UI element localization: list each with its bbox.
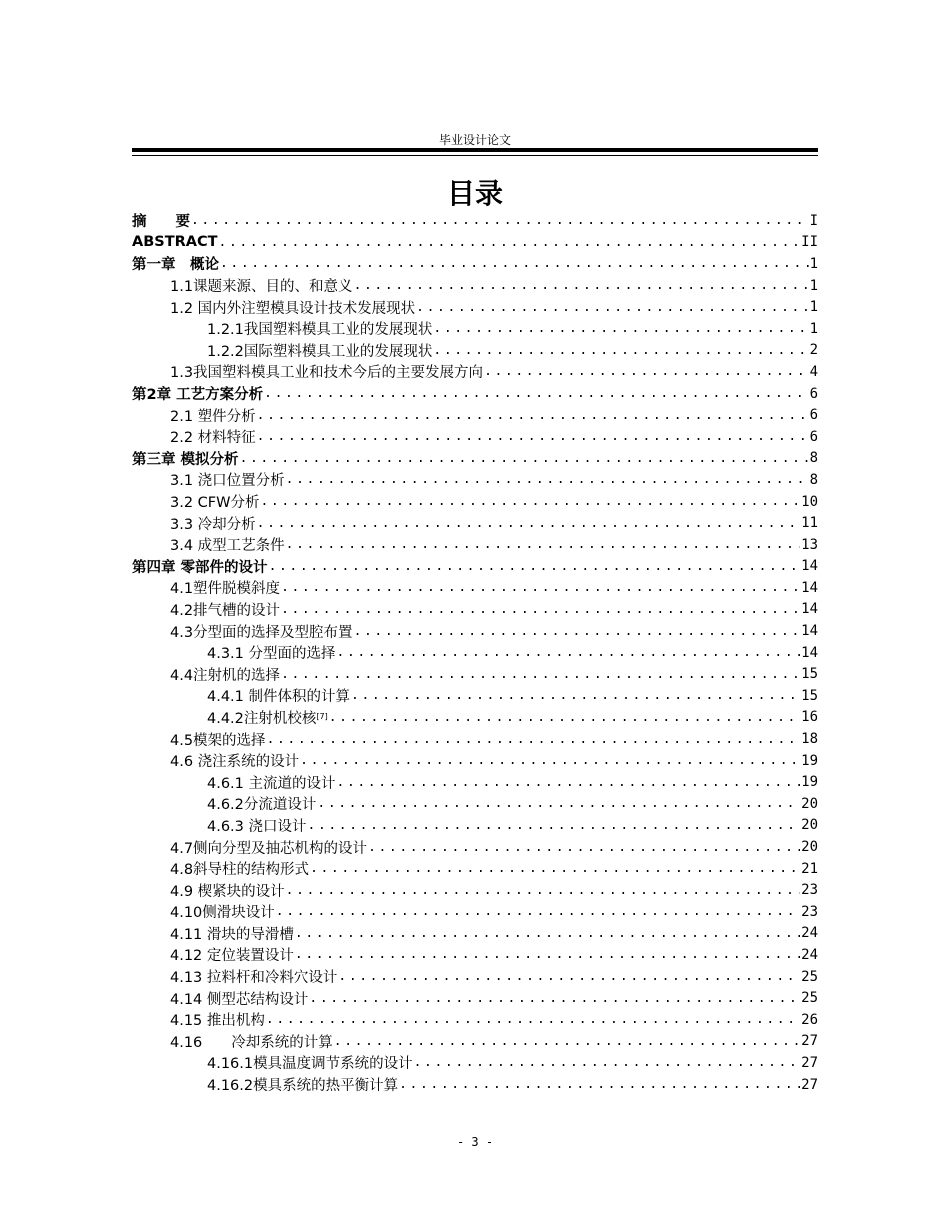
toc-entry-page: 24 — [801, 925, 818, 942]
header-rule-thin — [132, 155, 818, 156]
toc-entry-page: 27 — [801, 1076, 818, 1093]
toc-entry[interactable] — [132, 491, 818, 513]
dot-leader — [286, 472, 809, 487]
toc-entry-page: 13 — [801, 536, 818, 553]
dot-leader — [329, 710, 800, 725]
toc-entry-page: II — [801, 234, 818, 251]
dot-leader — [220, 256, 809, 271]
dot-leader — [269, 559, 801, 574]
dot-leader — [281, 667, 800, 682]
toc-entry[interactable] — [132, 966, 818, 988]
toc-entry-page: 8 — [809, 450, 818, 467]
toc-entry[interactable]: 4.4.2注射机校核 [7] ..... 16 — [132, 707, 818, 729]
dot-leader — [337, 645, 801, 660]
toc-entry-label: 4.5模架的选择 — [170, 732, 266, 749]
dot-leader — [368, 840, 800, 855]
toc-entry[interactable] — [132, 663, 818, 685]
toc-entry-page: 27 — [801, 1054, 818, 1071]
toc-entry-label: 第一章 概论 — [132, 257, 219, 274]
toc-entry-page: 6 — [809, 407, 818, 424]
toc-entry-label: 4.11 滑块的导滑槽 — [170, 926, 294, 943]
toc-entry[interactable] — [132, 577, 818, 599]
toc-entry[interactable] — [132, 750, 818, 772]
toc-entry[interactable] — [132, 296, 818, 318]
toc-entry[interactable] — [132, 685, 818, 707]
toc-entry-label: 4.4.2注射机校核 — [207, 710, 317, 727]
toc-entry-page: 15 — [801, 687, 818, 704]
dot-leader — [354, 624, 801, 639]
toc-entry-label: 4.9 楔紧块的设计 — [170, 883, 285, 900]
toc-entry[interactable] — [132, 1052, 818, 1074]
page-number-footer: - 3 - — [456, 1135, 494, 1149]
dot-leader — [416, 300, 808, 315]
toc-entry-label: 1.3我国塑料模具工业和技术今后的主要发展方向 — [170, 365, 484, 382]
dot-leader — [334, 1034, 800, 1049]
dot-leader — [295, 947, 800, 962]
toc-entry-page: 18 — [801, 731, 818, 748]
dot-leader — [433, 343, 808, 358]
toc-entry-page: 25 — [801, 968, 818, 985]
toc-entry-page: 2 — [809, 342, 818, 359]
toc-entry-page: 20 — [801, 839, 818, 856]
dot-leader — [300, 753, 800, 768]
toc-entry-page: 1 — [809, 299, 818, 316]
toc-entry-page: 6 — [809, 385, 818, 402]
dot-leader — [354, 278, 809, 293]
dot-leader — [257, 408, 809, 423]
toc-entry-page: 16 — [801, 709, 818, 726]
toc-entry-label: 4.16.2模具系统的热平衡计算 — [207, 1078, 399, 1095]
toc-entry-label: 4.4.1 制件体积的计算 — [207, 689, 351, 706]
toc-entry[interactable] — [132, 1031, 818, 1053]
toc-entry-label: 第四章 零部件的设计 — [132, 559, 268, 576]
dot-leader — [260, 494, 800, 509]
toc-entry-label: 3.4 成型工艺条件 — [170, 538, 285, 555]
running-header: 毕业设计论文 — [438, 133, 511, 147]
toc-entry-label: 2.1 塑件分析 — [170, 408, 256, 425]
toc-entry-label: 2.2 材料特征 — [170, 430, 256, 447]
dot-leader — [351, 688, 800, 703]
toc-entry-page: 21 — [801, 860, 818, 877]
toc-entry-label: 3.3 冷却分析 — [170, 516, 256, 533]
toc-entry[interactable] — [132, 361, 818, 383]
toc-entry-page: 10 — [801, 493, 818, 510]
toc-entry-page: 19 — [801, 774, 818, 791]
dot-leader — [308, 818, 801, 833]
toc-entry-page: 14 — [801, 579, 818, 596]
dot-leader — [399, 1077, 800, 1092]
table-of-contents — [132, 210, 818, 1095]
dot-leader — [281, 602, 800, 617]
toc-entry-label: 4.13 拉料杆和冷料穴设计 — [170, 970, 338, 987]
toc-entry[interactable] — [132, 383, 818, 405]
toc-entry[interactable] — [132, 448, 818, 470]
toc-entry-label: 1.2 国内外注塑模具设计技术发展现状 — [170, 300, 416, 317]
toc-entry[interactable] — [132, 1009, 818, 1031]
dot-leader — [257, 516, 800, 531]
toc-entry[interactable] — [132, 987, 818, 1009]
toc-entry[interactable] — [132, 771, 818, 793]
toc-entry-page: 4 — [809, 363, 818, 380]
toc-entry-page: 24 — [801, 946, 818, 963]
toc-entry-label: 4.8斜导柱的结构形式 — [170, 862, 310, 879]
toc-entry-label: 1.2.2国际塑料模具工业的发展现状 — [207, 343, 433, 360]
toc-entry-label: 3.2 CFW分析 — [170, 495, 260, 512]
toc-entry-label: 4.10侧滑块设计 — [170, 905, 275, 922]
dot-leader — [286, 537, 800, 552]
toc-entry-label: 4.16 冷却系统的计算 — [170, 1034, 333, 1051]
toc-entry-label: 4.2排气槽的设计 — [170, 602, 281, 619]
dot-leader — [267, 732, 801, 747]
dot-leader — [219, 235, 801, 250]
dot-leader — [240, 451, 809, 466]
dot-leader — [281, 580, 800, 595]
toc-entry[interactable] — [132, 815, 818, 837]
toc-entry-label: 4.1塑件脱模斜度 — [170, 581, 281, 598]
toc-entry-label: 4.6.3 浇口设计 — [207, 818, 307, 835]
toc-entry-page: 1 — [809, 255, 818, 272]
dot-leader — [310, 861, 800, 876]
toc-entry-page: 14 — [801, 601, 818, 618]
toc-entry-page: 15 — [801, 666, 818, 683]
dot-leader — [266, 1012, 800, 1027]
toc-entry-page: 1 — [809, 320, 818, 337]
toc-entry[interactable] — [132, 836, 818, 858]
dot-leader — [191, 213, 809, 228]
dot-leader — [338, 969, 800, 984]
toc-entry[interactable] — [132, 599, 818, 621]
toc-entry[interactable] — [132, 1074, 818, 1096]
toc-entry[interactable] — [132, 901, 818, 923]
toc-entry-label: 4.12 定位装置设计 — [170, 948, 294, 965]
toc-entry[interactable] — [132, 793, 818, 815]
toc-entry[interactable] — [132, 318, 818, 340]
dot-leader — [317, 796, 800, 811]
toc-entry-label: ABSTRACT — [132, 234, 218, 251]
toc-entry[interactable] — [132, 210, 818, 232]
toc-entry[interactable] — [132, 512, 818, 534]
toc-entry-label: 第2章 工艺方案分析 — [132, 387, 264, 404]
dot-leader — [295, 926, 800, 941]
dot-leader — [337, 775, 801, 790]
toc-entry-page: 19 — [801, 752, 818, 769]
toc-entry-label: 4.7侧向分型及抽芯机构的设计 — [170, 840, 368, 857]
toc-entry-page: 23 — [801, 882, 818, 899]
toc-entry-page: 20 — [801, 795, 818, 812]
toc-entry-page: 20 — [801, 817, 818, 834]
toc-entry[interactable] — [132, 944, 818, 966]
toc-entry-label: 4.4注射机的选择 — [170, 667, 281, 684]
toc-entry-page: 14 — [801, 644, 818, 661]
toc-entry[interactable] — [132, 556, 818, 578]
toc-entry[interactable] — [132, 469, 818, 491]
toc-entry-page: 14 — [801, 558, 818, 575]
toc-entry-label: 4.6.2分流道设计 — [207, 797, 317, 814]
toc-entry[interactable] — [132, 620, 818, 642]
toc-entry-label: 4.15 推出机构 — [170, 1013, 265, 1030]
toc-entry-page: 11 — [801, 515, 818, 532]
toc-entry[interactable] — [132, 534, 818, 556]
dot-leader — [257, 429, 809, 444]
toc-entry-page: 1 — [809, 277, 818, 294]
toc-entry[interactable] — [132, 404, 818, 426]
toc-entry-page: 14 — [801, 623, 818, 640]
toc-entry-label: 4.3.1 分型面的选择 — [207, 646, 336, 663]
dot-leader — [433, 321, 808, 336]
toc-entry[interactable] — [132, 340, 818, 362]
dot-leader — [264, 386, 808, 401]
toc-entry-page: 27 — [801, 1033, 818, 1050]
toc-entry[interactable] — [132, 879, 818, 901]
toc-entry-page: I — [809, 212, 818, 229]
toc-entry-label: 3.1 浇口位置分析 — [170, 473, 285, 490]
dot-leader — [484, 364, 809, 379]
toc-entry-label: 4.3分型面的选择及型腔布置 — [170, 624, 353, 641]
dot-leader — [286, 883, 800, 898]
page-title: 目录 — [446, 177, 503, 210]
dot-leader — [276, 904, 800, 919]
toc-entry[interactable] — [132, 253, 818, 275]
toc-entry[interactable] — [132, 858, 818, 880]
toc-entry-page: 25 — [801, 990, 818, 1007]
dot-leader — [309, 991, 800, 1006]
toc-entry-label: 4.6.1 主流道的设计 — [207, 775, 336, 792]
toc-entry[interactable] — [132, 232, 818, 254]
toc-entry-label: 4.6 浇注系统的设计 — [170, 754, 300, 771]
dot-leader — [414, 1055, 801, 1070]
toc-entry-label: 1.1课题来源、目的、和意义 — [170, 279, 353, 296]
toc-entry[interactable] — [132, 275, 818, 297]
toc-entry-label: 第三章 模拟分析 — [132, 451, 239, 468]
toc-entry[interactable] — [132, 923, 818, 945]
toc-entry[interactable] — [132, 426, 818, 448]
toc-entry[interactable] — [132, 642, 818, 664]
toc-entry-label: 1.2.1我国塑料模具工业的发展现状 — [207, 322, 433, 339]
header-rule-thick — [132, 148, 818, 152]
toc-entry-label: 4.16.1模具温度调节系统的设计 — [207, 1056, 413, 1073]
toc-entry-label: 4.14 侧型芯结构设计 — [170, 991, 309, 1008]
toc-entry-page: 23 — [801, 903, 818, 920]
toc-entry-page: 8 — [809, 471, 818, 488]
toc-entry-label: 摘 要 — [132, 214, 190, 231]
toc-entry[interactable] — [132, 728, 818, 750]
toc-entry-page: 6 — [809, 428, 818, 445]
toc-entry-page: 26 — [801, 1011, 818, 1028]
